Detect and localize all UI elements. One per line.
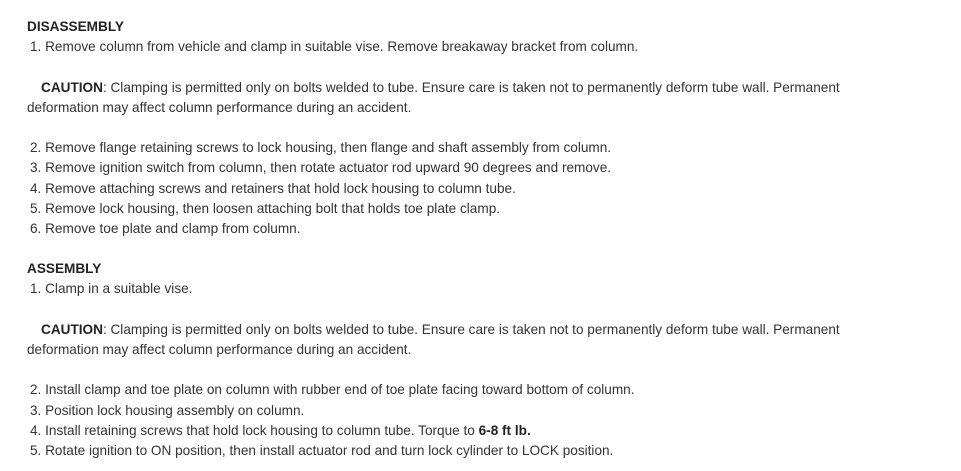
step-text: 4. Install retaining screws that hold lock housing to column tube. Torque to: [30, 422, 479, 438]
disassembly-step-2: 2. Remove flange retaining screws to lock housing, then flange and shaft assembly from column.: [30, 140, 612, 156]
assembly-step-5: 5. Rotate ignition to ON position, then install actuator rod and turn lock cylinder to LOCK position.: [30, 443, 614, 458]
assembly-step-4: [27, 421, 927, 441]
assembly-step-3: 3. Position lock housing assembly on column.: [30, 402, 305, 418]
disassembly-step-3: 3. Remove ignition switch from column, then rotate actuator rod upward 90 degrees and remove.: [30, 160, 612, 176]
spacer: [27, 57, 927, 77]
assembly-heading: ASSEMBLY: [27, 261, 102, 277]
spacer: [27, 118, 927, 138]
disassembly-step-4: 4. Remove attaching screws and retainers that hold lock housing to column tube.: [30, 180, 516, 196]
torque-value: 6-8 ft lb.: [478, 422, 531, 438]
disassembly-step-6: 6. Remove toe plate and clamp from column.: [30, 220, 301, 236]
assembly-step-1: 1. Clamp in a suitable vise.: [30, 281, 193, 297]
caution-label: CAUTION: [41, 321, 103, 337]
spacer: [27, 239, 927, 259]
assembly-caution: [27, 320, 897, 360]
spacer: [27, 300, 927, 320]
disassembly-heading: DISASSEMBLY: [27, 19, 124, 34]
assembly-step-2: 2. Install clamp and toe plate on column with rubber end of toe plate facing toward bottom of column.: [30, 382, 635, 398]
caution-text: : Clamping is permitted only on bolts welded to tube. Ensure care is taken not to permanently deform tube wall. Permanent deformation may affect column performance during an accident.: [27, 79, 840, 115]
spacer: [27, 360, 927, 380]
disassembly-step-1: 1. Remove column from vehicle and clamp in suitable vise. Remove breakaway bracket from column.: [30, 39, 639, 55]
disassembly-step-5: 5. Remove lock housing, then loosen attaching bolt that holds toe plate clamp.: [30, 200, 501, 216]
caution-text: : Clamping is permitted only on bolts welded to tube. Ensure care is taken not to permanently deform tube wall. Permanent deformation may affect column performance during an accident.: [27, 321, 840, 358]
disassembly-caution: [27, 78, 897, 118]
caution-label: CAUTION: [41, 79, 103, 95]
